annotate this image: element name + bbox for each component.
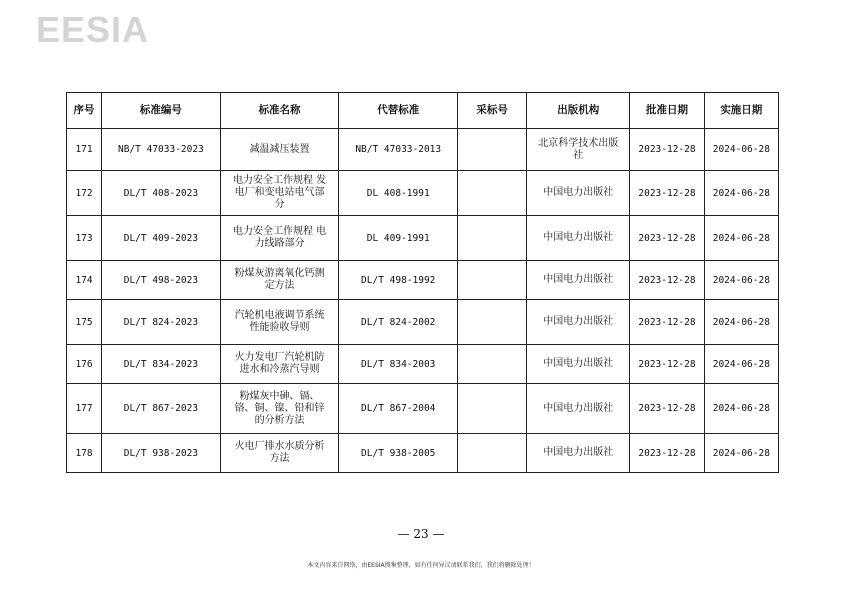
header-standard-name: 标准名称	[220, 93, 339, 129]
cell-publisher: 中国电力出版社	[527, 171, 630, 216]
table-row	[67, 345, 779, 384]
cell-standard-code: DL/T 824-2023	[102, 300, 221, 345]
cell-publisher: 中国电力出版社	[527, 261, 630, 300]
cell-replaces: DL 409-1991	[339, 216, 458, 261]
cell-approval-date: 2023-12-28	[630, 345, 704, 384]
cell-standard-code: DL/T 938-2023	[102, 434, 221, 473]
cell-effective-date: 2024-06-28	[704, 300, 778, 345]
eesia-watermark-logo: EESIA	[36, 9, 150, 50]
table-header-row	[67, 93, 779, 129]
cell-effective-date: 2024-06-28	[704, 261, 778, 300]
cell-adopted-standard	[458, 261, 527, 300]
cell-standard-name: 粉煤灰中砷、镉、铬、铜、镍、铅和锌的分析方法	[220, 384, 339, 434]
cell-adopted-standard	[458, 384, 527, 434]
cell-approval-date: 2023-12-28	[630, 300, 704, 345]
cell-effective-date: 2024-06-28	[704, 434, 778, 473]
header-replaces: 代替标准	[339, 93, 458, 129]
cell-standard-code: DL/T 408-2023	[102, 171, 221, 216]
header-publisher: 出版机构	[527, 93, 630, 129]
cell-standard-code: NB/T 47033-2023	[102, 129, 221, 171]
cell-standard-code: DL/T 409-2023	[102, 216, 221, 261]
cell-standard-code: DL/T 834-2023	[102, 345, 221, 384]
cell-effective-date: 2024-06-28	[704, 216, 778, 261]
cell-standard-name: 粉煤灰游离氧化钙测定方法	[220, 261, 339, 300]
cell-approval-date: 2023-12-28	[630, 129, 704, 171]
header-serial: 序号	[67, 93, 102, 129]
cell-standard-name: 电力安全工作规程 发电厂和变电站电气部分	[220, 171, 339, 216]
cell-replaces: DL/T 498-1992	[339, 261, 458, 300]
cell-effective-date: 2024-06-28	[704, 171, 778, 216]
cell-replaces: DL/T 824-2002	[339, 300, 458, 345]
cell-serial: 173	[67, 216, 102, 261]
cell-effective-date: 2024-06-28	[704, 384, 778, 434]
table-row	[67, 216, 779, 261]
cell-replaces: DL/T 834-2003	[339, 345, 458, 384]
cell-publisher: 中国电力出版社	[527, 345, 630, 384]
cell-approval-date: 2023-12-28	[630, 434, 704, 473]
table-row	[67, 300, 779, 345]
cell-standard-code: DL/T 498-2023	[102, 261, 221, 300]
cell-approval-date: 2023-12-28	[630, 384, 704, 434]
page-number: — 23 —	[397, 527, 445, 541]
cell-approval-date: 2023-12-28	[630, 171, 704, 216]
header-effective-date: 实施日期	[704, 93, 778, 129]
cell-replaces: NB/T 47033-2013	[339, 129, 458, 171]
cell-serial: 175	[67, 300, 102, 345]
table-row	[67, 261, 779, 300]
cell-adopted-standard	[458, 216, 527, 261]
header-adopted-standard: 采标号	[458, 93, 527, 129]
cell-adopted-standard	[458, 171, 527, 216]
cell-serial: 172	[67, 171, 102, 216]
cell-replaces: DL/T 938-2005	[339, 434, 458, 473]
cell-publisher: 北京科学技术出版社	[527, 129, 630, 171]
cell-publisher: 中国电力出版社	[527, 216, 630, 261]
cell-approval-date: 2023-12-28	[630, 216, 704, 261]
cell-standard-code: DL/T 867-2023	[102, 384, 221, 434]
cell-serial: 176	[67, 345, 102, 384]
footer-note: 本文内容来自网络，由EESIA搜集整理，如有任何异议请联系我们，我们将删除处理！	[307, 562, 535, 569]
table-row	[67, 434, 779, 473]
cell-standard-name: 火力发电厂汽轮机防进水和冷蒸汽导则	[220, 345, 339, 384]
cell-adopted-standard	[458, 300, 527, 345]
cell-effective-date: 2024-06-28	[704, 345, 778, 384]
cell-standard-name: 减温减压装置	[220, 129, 339, 171]
cell-replaces: DL 408-1991	[339, 171, 458, 216]
standards-table	[66, 92, 779, 473]
cell-serial: 174	[67, 261, 102, 300]
cell-adopted-standard	[458, 434, 527, 473]
cell-publisher: 中国电力出版社	[527, 300, 630, 345]
cell-replaces: DL/T 867-2004	[339, 384, 458, 434]
cell-approval-date: 2023-12-28	[630, 261, 704, 300]
cell-serial: 171	[67, 129, 102, 171]
table-row	[67, 129, 779, 171]
header-standard-code: 标准编号	[102, 93, 221, 129]
cell-publisher: 中国电力出版社	[527, 434, 630, 473]
cell-standard-name: 火电厂排水水质分析方法	[220, 434, 339, 473]
table-row	[67, 384, 779, 434]
cell-serial: 178	[67, 434, 102, 473]
cell-serial: 177	[67, 384, 102, 434]
cell-adopted-standard	[458, 345, 527, 384]
cell-adopted-standard	[458, 129, 527, 171]
header-approval-date: 批准日期	[630, 93, 704, 129]
cell-publisher: 中国电力出版社	[527, 384, 630, 434]
table-row	[67, 171, 779, 216]
cell-effective-date: 2024-06-28	[704, 129, 778, 171]
cell-standard-name: 电力安全工作规程 电力线路部分	[220, 216, 339, 261]
cell-standard-name: 汽轮机电液调节系统性能验收导则	[220, 300, 339, 345]
